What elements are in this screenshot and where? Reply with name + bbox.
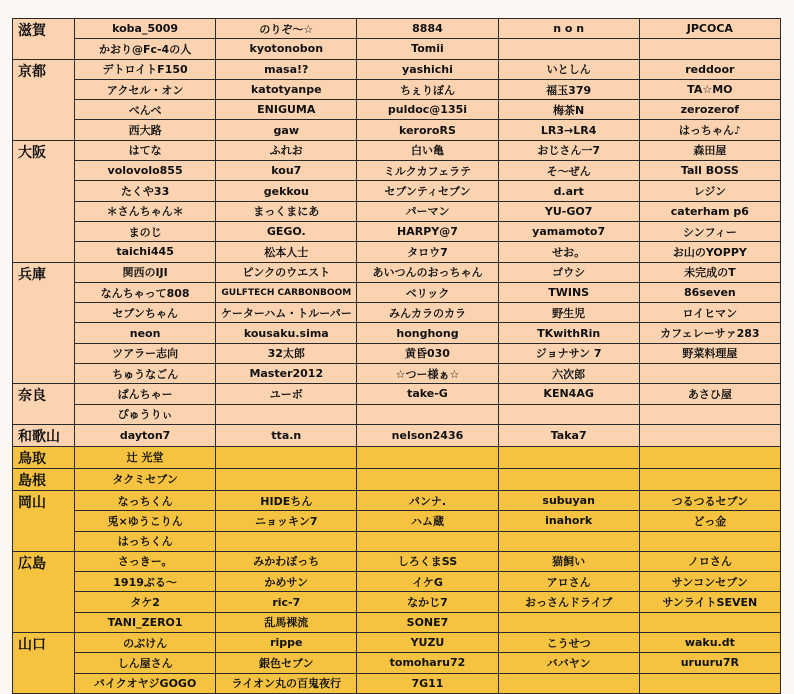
prefecture-label: 広島	[13, 551, 75, 632]
member-name-cell	[498, 531, 639, 551]
table-row	[13, 468, 781, 490]
member-name-cell: Taka7	[498, 424, 639, 446]
member-name-cell: yashichi	[357, 59, 498, 79]
table-row	[13, 446, 781, 468]
table-row	[13, 100, 781, 120]
table-row	[13, 404, 781, 424]
member-name-cell: kousaku.sima	[216, 323, 357, 343]
table-row	[13, 120, 781, 140]
member-name-cell: 86seven	[639, 282, 780, 302]
member-name-cell: GULFTECH CARBONBOOM	[216, 282, 357, 302]
member-name-cell: つるつるセブン	[639, 490, 780, 510]
member-name-cell: ライオン丸の百鬼夜行	[216, 673, 357, 693]
member-name-cell: neon	[75, 323, 216, 343]
table-row	[13, 653, 781, 673]
member-name-cell: 乱馬裸流	[216, 612, 357, 632]
member-name-cell: バイクオヤジGOGO	[75, 673, 216, 693]
member-name-cell: Tomii	[357, 39, 498, 59]
member-name-cell: 辻 光堂	[75, 446, 216, 468]
member-name-cell	[216, 404, 357, 424]
table-row	[13, 181, 781, 201]
member-name-cell: アロさん	[498, 572, 639, 592]
member-name-cell: しん屋さん	[75, 653, 216, 673]
member-name-cell: 関西のIJI	[75, 262, 216, 282]
member-name-cell: rippe	[216, 633, 357, 653]
table-row	[13, 39, 781, 59]
prefecture-label: 滋賀	[13, 19, 75, 60]
member-name-cell: ユーボ	[216, 384, 357, 404]
member-name-cell: gekkou	[216, 181, 357, 201]
table-row	[13, 572, 781, 592]
table-row	[13, 242, 781, 262]
table-row	[13, 161, 781, 181]
member-name-cell: パンナ.	[357, 490, 498, 510]
member-name-cell	[639, 404, 780, 424]
member-name-cell: なんちゃって808	[75, 282, 216, 302]
member-name-cell: サンコンセブン	[639, 572, 780, 592]
member-name-cell: はっちくん	[75, 531, 216, 551]
member-name-cell: 白い亀	[357, 140, 498, 160]
member-name-cell: いとしん	[498, 59, 639, 79]
member-name-cell: おじさん一7	[498, 140, 639, 160]
prefecture-label: 鳥取	[13, 446, 75, 468]
member-name-cell: なかじ7	[357, 592, 498, 612]
member-name-cell	[639, 673, 780, 693]
member-name-cell	[216, 531, 357, 551]
table-row	[13, 79, 781, 99]
member-name-cell: TA☆MO	[639, 79, 780, 99]
member-name-cell: みんカラのカラ	[357, 303, 498, 323]
member-name-cell: TWINS	[498, 282, 639, 302]
prefecture-label: 大阪	[13, 140, 75, 262]
member-name-cell: ミルクカフェラテ	[357, 161, 498, 181]
table-row	[13, 612, 781, 632]
member-name-cell: こうせつ	[498, 633, 639, 653]
table-row	[13, 282, 781, 302]
member-name-cell: のぶけん	[75, 633, 216, 653]
table-row	[13, 140, 781, 160]
table-row	[13, 424, 781, 446]
member-name-cell: そ～ぜん	[498, 161, 639, 181]
member-name-cell: d.art	[498, 181, 639, 201]
prefecture-label: 山口	[13, 633, 75, 694]
roster-table	[12, 18, 781, 694]
member-name-cell: ☆つー様ぁ☆	[357, 364, 498, 384]
member-name-cell: 銀色セブン	[216, 653, 357, 673]
member-name-cell: TKwithRin	[498, 323, 639, 343]
table-row	[13, 633, 781, 653]
member-name-cell	[639, 612, 780, 632]
table-row	[13, 303, 781, 323]
member-name-cell: パーマン	[357, 201, 498, 221]
member-name-cell: zerozerof	[639, 100, 780, 120]
member-name-cell	[357, 404, 498, 424]
member-name-cell	[498, 468, 639, 490]
member-name-cell: waku.dt	[639, 633, 780, 653]
member-name-cell: puldoc@135i	[357, 100, 498, 120]
member-name-cell: ric-7	[216, 592, 357, 612]
member-name-cell: masa!?	[216, 59, 357, 79]
member-name-cell: 7G11	[357, 673, 498, 693]
member-name-cell: nelson2436	[357, 424, 498, 446]
member-name-cell: ぱんちゃー	[75, 384, 216, 404]
member-name-cell: inahork	[498, 511, 639, 531]
member-name-cell: LR3→LR4	[498, 120, 639, 140]
member-name-cell: しろくまSS	[357, 551, 498, 571]
member-name-cell	[498, 612, 639, 632]
table-row	[13, 262, 781, 282]
member-name-cell: かめサン	[216, 572, 357, 592]
table-row	[13, 323, 781, 343]
member-name-cell: お山のYOPPY	[639, 242, 780, 262]
member-name-cell: KEN4AG	[498, 384, 639, 404]
member-name-cell: みかわぼっち	[216, 551, 357, 571]
member-name-cell	[639, 446, 780, 468]
member-name-cell	[639, 364, 780, 384]
member-name-cell: さっきー。	[75, 551, 216, 571]
member-name-cell	[498, 446, 639, 468]
member-name-cell: 松本人士	[216, 242, 357, 262]
member-name-cell: べんべ	[75, 100, 216, 120]
prefecture-label: 岡山	[13, 490, 75, 551]
member-name-cell: セブンティセブン	[357, 181, 498, 201]
member-name-cell: まのじ	[75, 221, 216, 241]
member-name-cell: レジン	[639, 181, 780, 201]
member-name-cell: タロウ7	[357, 242, 498, 262]
member-name-cell	[357, 468, 498, 490]
member-name-cell: dayton7	[75, 424, 216, 446]
member-name-cell: はてな	[75, 140, 216, 160]
member-name-cell: koba_5009	[75, 19, 216, 39]
member-name-cell: caterham p6	[639, 201, 780, 221]
member-name-cell: タクミセブン	[75, 468, 216, 490]
member-name-cell: 1919ぶる～	[75, 572, 216, 592]
table-row	[13, 221, 781, 241]
member-name-cell: ゴウシ	[498, 262, 639, 282]
member-name-cell: 六次郎	[498, 364, 639, 384]
member-name-cell: 黄昏030	[357, 343, 498, 363]
prefecture-label: 和歌山	[13, 424, 75, 446]
member-name-cell: セブンちゃん	[75, 303, 216, 323]
roster-body	[13, 19, 781, 694]
table-row	[13, 551, 781, 571]
member-name-cell: YUZU	[357, 633, 498, 653]
member-name-cell	[357, 531, 498, 551]
member-name-cell: 8884	[357, 19, 498, 39]
member-name-cell: ケーターハム・トルーパー	[216, 303, 357, 323]
member-name-cell: katotyanpe	[216, 79, 357, 99]
table-row	[13, 531, 781, 551]
member-name-cell: まっくまにあ	[216, 201, 357, 221]
table-row	[13, 201, 781, 221]
member-name-cell: TANI_ZERO1	[75, 612, 216, 632]
member-name-cell: HARPY@7	[357, 221, 498, 241]
member-name-cell	[639, 531, 780, 551]
member-name-cell	[498, 39, 639, 59]
member-name-cell: ENIGUMA	[216, 100, 357, 120]
member-name-cell	[639, 468, 780, 490]
member-name-cell: たくや33	[75, 181, 216, 201]
member-name-cell: おっさんドライブ	[498, 592, 639, 612]
member-name-cell: kou7	[216, 161, 357, 181]
member-name-cell: あいつんのおっちゃん	[357, 262, 498, 282]
member-name-cell: 野生児	[498, 303, 639, 323]
member-name-cell: ハム蔵	[357, 511, 498, 531]
member-name-cell: せお。	[498, 242, 639, 262]
member-name-cell: tomoharu72	[357, 653, 498, 673]
member-name-cell	[216, 446, 357, 468]
member-name-cell: take-G	[357, 384, 498, 404]
member-name-cell: Tall BOSS	[639, 161, 780, 181]
member-name-cell: Master2012	[216, 364, 357, 384]
member-name-cell: はっちゃん♪	[639, 120, 780, 140]
member-name-cell: ぴゅうりぃ	[75, 404, 216, 424]
prefecture-label: 島根	[13, 468, 75, 490]
member-name-cell: ちぇりぼん	[357, 79, 498, 99]
member-name-cell: ババヤン	[498, 653, 639, 673]
member-name-cell: n o n	[498, 19, 639, 39]
member-name-cell: ニョッキン7	[216, 511, 357, 531]
member-name-cell: reddoor	[639, 59, 780, 79]
member-name-cell: GEGO.	[216, 221, 357, 241]
member-name-cell: のりぞ～☆	[216, 19, 357, 39]
member-name-cell	[498, 404, 639, 424]
member-name-cell	[498, 673, 639, 693]
member-name-cell: アクセル・オン	[75, 79, 216, 99]
member-name-cell: volovolo855	[75, 161, 216, 181]
table-row	[13, 364, 781, 384]
member-name-cell: uruuru7R	[639, 653, 780, 673]
member-name-cell: 兎×ゆうこりん	[75, 511, 216, 531]
member-name-cell: ベリック	[357, 282, 498, 302]
prefecture-label: 京都	[13, 59, 75, 140]
member-name-cell: シンフィー	[639, 221, 780, 241]
table-row	[13, 592, 781, 612]
member-name-cell	[216, 468, 357, 490]
prefecture-label: 兵庫	[13, 262, 75, 384]
member-name-cell: あさひ屋	[639, 384, 780, 404]
member-name-cell: ふれお	[216, 140, 357, 160]
member-name-cell: 野菜料理屋	[639, 343, 780, 363]
table-row	[13, 490, 781, 510]
member-name-cell: kyotonobon	[216, 39, 357, 59]
member-name-cell: 森田屋	[639, 140, 780, 160]
table-row	[13, 511, 781, 531]
member-name-cell: honghong	[357, 323, 498, 343]
member-roster-sheet	[12, 18, 780, 691]
member-name-cell: 未完成のT	[639, 262, 780, 282]
member-name-cell: SONE7	[357, 612, 498, 632]
member-name-cell: 32太郎	[216, 343, 357, 363]
table-row	[13, 59, 781, 79]
member-name-cell: ロイヒマン	[639, 303, 780, 323]
member-name-cell: YU-GO7	[498, 201, 639, 221]
member-name-cell: HIDEちん	[216, 490, 357, 510]
member-name-cell: ちゅうなごん	[75, 364, 216, 384]
member-name-cell: 福玉379	[498, 79, 639, 99]
member-name-cell: かおり@Fc-4の人	[75, 39, 216, 59]
member-name-cell: サンライトSEVEN	[639, 592, 780, 612]
member-name-cell: 猫飼い	[498, 551, 639, 571]
member-name-cell: どっ金	[639, 511, 780, 531]
member-name-cell: taichi445	[75, 242, 216, 262]
member-name-cell: yamamoto7	[498, 221, 639, 241]
table-row	[13, 343, 781, 363]
member-name-cell: keroroRS	[357, 120, 498, 140]
member-name-cell	[639, 424, 780, 446]
member-name-cell: gaw	[216, 120, 357, 140]
member-name-cell: ＊さんちゃん＊	[75, 201, 216, 221]
member-name-cell: ノロさん	[639, 551, 780, 571]
table-row	[13, 673, 781, 693]
member-name-cell: イケG	[357, 572, 498, 592]
member-name-cell: タケ2	[75, 592, 216, 612]
member-name-cell: ジョナサン 7	[498, 343, 639, 363]
member-name-cell: ピンクのウエスト	[216, 262, 357, 282]
member-name-cell: 西大路	[75, 120, 216, 140]
member-name-cell	[639, 39, 780, 59]
table-row	[13, 384, 781, 404]
member-name-cell: JPCOCA	[639, 19, 780, 39]
member-name-cell: 梅茶N	[498, 100, 639, 120]
member-name-cell: カフェレーサァ283	[639, 323, 780, 343]
member-name-cell: tta.n	[216, 424, 357, 446]
member-name-cell: ツアラー志向	[75, 343, 216, 363]
member-name-cell: なっちくん	[75, 490, 216, 510]
member-name-cell: デトロイトF150	[75, 59, 216, 79]
table-row	[13, 19, 781, 39]
member-name-cell	[357, 446, 498, 468]
prefecture-label: 奈良	[13, 384, 75, 425]
member-name-cell: subuyan	[498, 490, 639, 510]
